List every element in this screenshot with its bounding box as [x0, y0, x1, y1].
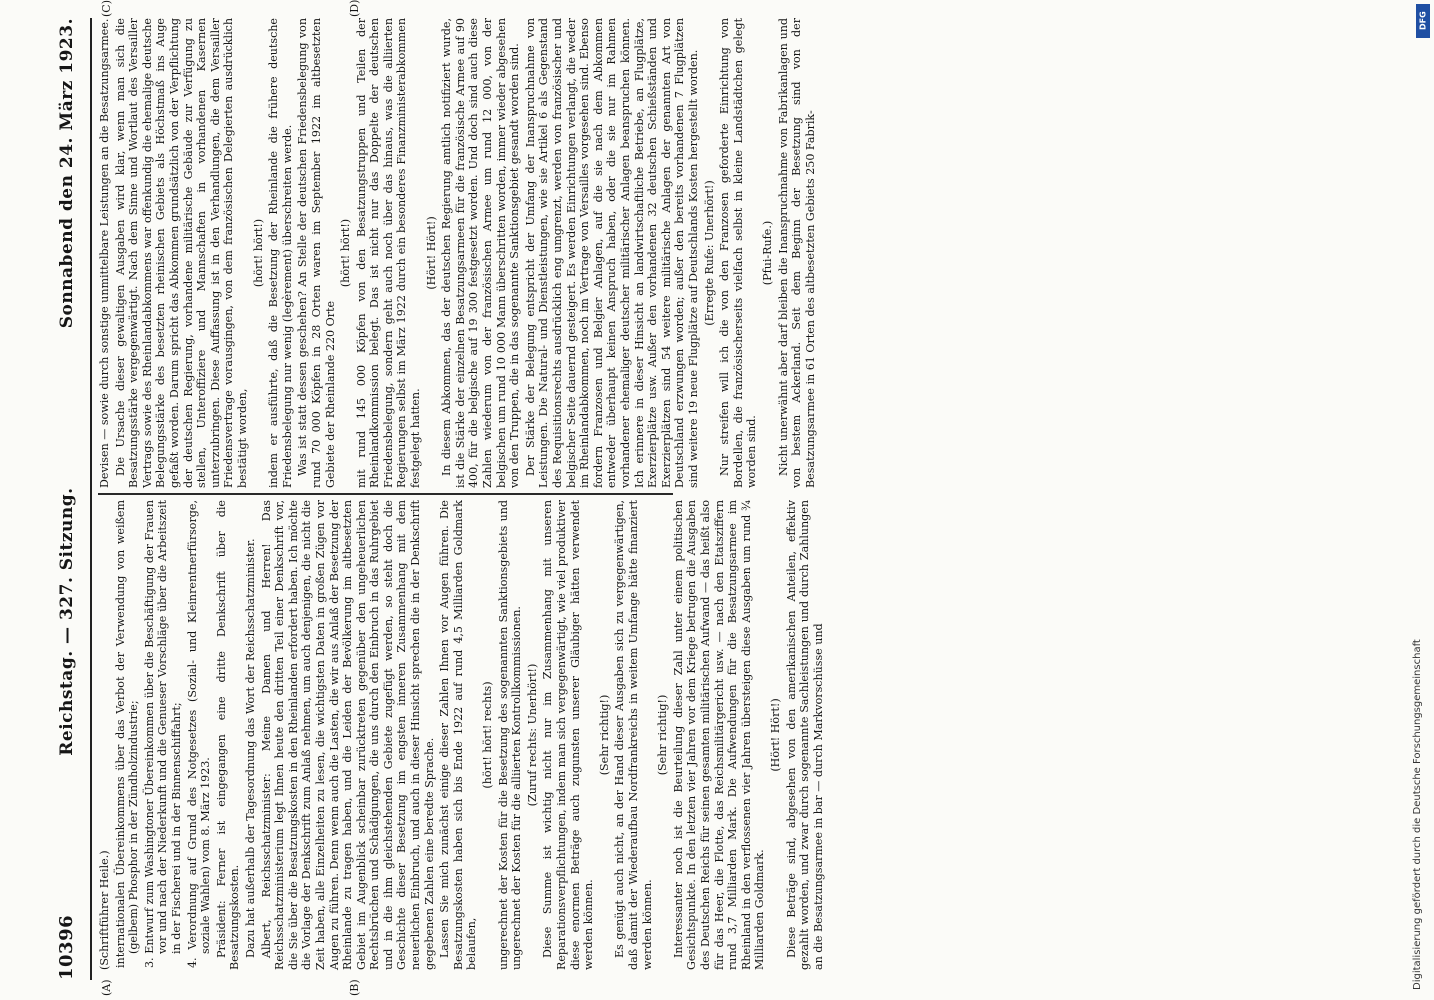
paragraph: Albert, Reichsschatzminister: Meine Damen und Herren! Das Reichsschatzministerium legt Ihnen heute den dritten Teil einer Denkschrift vor, die Sie über die Besatzungskosten in den Rheinlanden erfordert haben. Ich möchte die Vorlage der Denkschrift zum Anlaß nehmen, um auch denjenigen, die nicht die Zeit haben, alle Einzelheiten zu lesen, die wichtigsten Daten in großen Zügen vor Augen zu führen. Denn wenn auch die Lasten, die wir aus Anlaß der Besetzung der Rheinlande zu tragen haben, und die Leiden der Bevölkerung im altbesetzten Gebiet im Augenblick scheinbar zurücktreten gegenüber den ungeheuerlichen Rechtsbrüchen und Schädigungen, die uns durch den Einbruch in das Ruhrgebiet und in die ihm gleichstehenden Gebiete zugefügt werden, so steht doch die Geschichte dieser Besetzung im engsten inneren Zusammenhang mit dem neuerlichen Einbruch, und auch in dieser Hinsicht sprechen die in der Denkschrift gegebenen Zahlen eine beredte Sprache. [259, 500, 436, 970]
paragraph: In diesem Abkommen, das der deutschen Regierung amtlich notifiziert wurde, ist die Stärke der einzelnen Besatzungsarmeen für die französische Armee auf 90 400, für die belgische auf 19 300 festgesetzt worden. Und doch sind auch diese Zahlen wiederum von der französischen Armee um rund 12 000, von der belgischen um rund 10 000 Mann überschritten worden, immer wieder abgesehen von den Truppen, die in das sogenannte Sanktionsgebiet gesandt worden sind. [440, 18, 522, 488]
page-header [56, 18, 92, 980]
paragraph: Diese Beträge sind, abgesehen von den amerikanischen Anteilen, effektiv gezahlt worden, und zwar durch sogenannte Sachleistungen und durch Zahlungen an die Besatzungsarmee in bar — durch Markvorschüsse und [784, 500, 825, 970]
column-divider [98, 493, 673, 495]
digitization-credit [1410, 0, 1434, 1000]
interjection: (Sehr richtig!) [656, 694, 670, 776]
paragraph: Devisen — sowie durch sonstige unmittelbare Leistungen an die Besatzungsarmee. [98, 18, 111, 488]
dfg-logo-icon: DFG [1416, 4, 1430, 38]
margin-mark-c: (C) [100, 0, 113, 17]
agenda-item: 4. Verordnung auf Grund des Notgesetzes (Sozial- und Kleinrentnerfürsorge, soziale Wahlen) vom 8. März 1923. [185, 500, 213, 968]
paragraph: Die Ursache dieser gewaltigen Ausgaben wird klar, wenn man sich die Besatzungsstärke vergegenwärtigt. Nach dem Sinne und Wortlaut des Versailler Vertrags sowie des Rheinlandabkommens war offenkundig die ehemalige deutsche Belegungsstärke des besetzten rheinischen Gebiets als Höchstmaß ins Auge gefaßt worden. Darum spricht das Abkommen grundsätzlich von der Verpflichtung der deutschen Regierung, vorhandene militärische Gebäude zur Verfügung zu stellen, Unteroffiziere und Mannschaften in vorhandenen Kasernen unterzubringen. Diese Auffassung ist in den Verhandlungen, die dem Versailler Friedensvertrage vorausgingen, von dem französischen Delegierten ausdrücklich bestätigt worden, [113, 18, 249, 488]
rotated-page-content [48, 0, 1403, 1000]
paragraph: mit rund 145 000 Köpfen von den Besatzungstruppen und Teilen der Rheinlandkommission belegt. Das ist nicht nur das Doppelte der deutschen Friedensbelegung, sondern geht auch noch über das hinaus, was die alliierten Regierungen selbst im März 1922 durch ein besonderes Finanzministerabkommen festgelegt hatten. [354, 18, 423, 488]
agenda-item: internationalen Übereinkommens über das Verbot der Verwendung von weißem (gelbem) Phosphor in der Zündholzindustrie; [113, 500, 141, 968]
paragraph: Lassen Sie mich zunächst einige dieser Zahlen Ihnen vor Augen führen. Die Besatzungskosten haben sich bis Ende 1922 auf rund 4,5 Milliarden Goldmark belaufen, [438, 500, 479, 970]
margin-mark-b: (B) [348, 979, 361, 996]
agenda-item: 3. Entwurf zum Washingtoner Übereinkommen über die Beschäftigung der Frauen vor und nach der Niederkunft und die Genueser Vorschläge über die Arbeitszeit in der Fischerei und in der Binnenschiffahrt; [142, 500, 183, 968]
paragraph: indem er ausführte, daß die Besetzung der Rheinlande die frühere deutsche Friedensbelegung nur wenig (legèrement) überschreiten werde. [267, 18, 294, 488]
interjection: (hört! hört!) [339, 218, 353, 288]
paragraph: Was ist statt dessen geschehen? An Stelle der deutschen Friedensbelegung von rund 70 000 Köpfen in 28 Orten waren im September 1922 im altbesetzten Gebiete der Rheinlande 220 Orte [296, 18, 337, 488]
interjection: (Hört! Hört!) [424, 216, 438, 290]
session-title: Reichstag. — 327. Sitzung. [57, 487, 77, 756]
paragraph: Präsident: Ferner ist eingegangen eine dritte Denkschrift über die Besatzungskosten. [214, 500, 242, 970]
right-text-column [98, 18, 817, 488]
paragraph: Nur streifen will ich die von den Franzosen geforderte Einrichtung von Bordellen, die französischerseits vielfach selbst in kleine Landstädtchen gelegt worden sind. [718, 18, 759, 488]
paragraph: Diese Summe ist wichtig nicht nur im Zusammenhang mit unseren Reparationsverpflichtungen, indem man sich vergegenwärtigt, wie viel produktiver diese enormen Beträge auch zugunsten unserer Gläubiger hätten verwendet werden können. [541, 500, 596, 970]
paragraph: Nicht unerwähnt aber darf bleiben die Inanspruchnahme von Fabrikanlagen und von bestem Ackerland. Seit dem Beginn der Besetzung sind von der Besatzungsarmee in 61 Orten des altbesetzten Gebiets 250 Fabrik- [776, 18, 817, 488]
digitization-credit-text: Digitalisierung gefördert durch die Deutsche Forschungsgemeinschaft [1412, 639, 1423, 990]
speaker-note: (Schriftführer Heile.) [98, 850, 111, 970]
page-number: 10396 [56, 914, 77, 980]
interjection: (hört! hört! rechts) [481, 681, 495, 789]
margin-mark-d: (D) [348, 0, 361, 17]
margin-mark-a: (A) [100, 979, 113, 996]
interjection: (Pfui-Rufe.) [760, 220, 774, 286]
interjection: (Zuruf rechts: Unerhört!) [525, 663, 539, 807]
paragraph: Dazu hat außerhalb der Tagesordnung das Wort der Reichsschatzminister. [243, 538, 257, 958]
interjection: (Hört! Hört!) [768, 698, 782, 772]
paragraph: Es genügt auch nicht, an der Hand dieser Ausgaben sich zu vergegenwärtigen, daß damit der Wiederaufbau Nordfrankreichs in weitem Umfange hätte finanziert werden können. [613, 500, 654, 970]
left-text-column [98, 500, 825, 970]
interjection: (Erregte Rufe: Unerhört!) [702, 180, 716, 326]
session-date: Sonnabend den 24. März 1923. [57, 18, 77, 329]
interjection: (Sehr richtig!) [597, 694, 611, 776]
paragraph: Interessanter noch ist die Beurteilung dieser Zahl unter einem politischen Gesichtspunkte. In den letzten vier Jahren vor dem Kriege betrugen die Ausgaben des Deutschen Reichs für seinen gesamten militärischen Aufwand — das heißt also für das Heer, die Flotte, das Reichsmilitärgericht usw. — nach den Etatsziffern rund 3,7 Milliarden Mark. Die Aufwendungen für die Besatzungsarmee im Rheinland in den verflossenen vier Jahren übersteigen diese Ausgaben um rund ¾ Milliarden Goldmark. [671, 500, 767, 970]
paragraph: Der Stärke der Belegung entspricht der Umfang der Inanspruchnahme von Leistungen. Die Natural- und Dienstleistungen, wie sie Artikel 6 als Gegenstand des Requisitionsrechts ausdrücklich eng umgrenzt, werden von französischer und belgischer Seite dauernd gesteigert. Es werden Einrichtungen verlangt, die weder im Rheinlandabkommen, noch im Vertrage von Versailles vorgesehen sind. Ebenso fordern Franzosen und Belgier Anlagen, auf die sie nach dem Abkommen entweder überhaupt keinen Anspruch haben, oder die sie nur im Rahmen vorhandener ehemaliger deutscher militärischer Anlagen beanspruchen können. Ich erinnere in dieser Hinsicht an landwirtschaftliche Betriebe, an Flugplätze, Exerzierplätze usw. Außer den vorhandenen 32 deutschen Schießständen und Exerzierplätzen sind 54 weitere militärische Anlagen der genannten Art von Deutschland erzwungen worden; außer den bereits vorhandenen 7 Flugplätzen sind weitere 19 neue Flugplätze auf Deutschlands Kosten hergestellt worden. [523, 18, 700, 488]
paragraph: ungerechnet der Kosten für die Besetzung des sogenannten Sanktionsgebiets und ungerechnet der Kosten für die alliierten Kontrollkommissionen. [496, 500, 524, 970]
interjection: (hört! hört!) [251, 218, 265, 288]
